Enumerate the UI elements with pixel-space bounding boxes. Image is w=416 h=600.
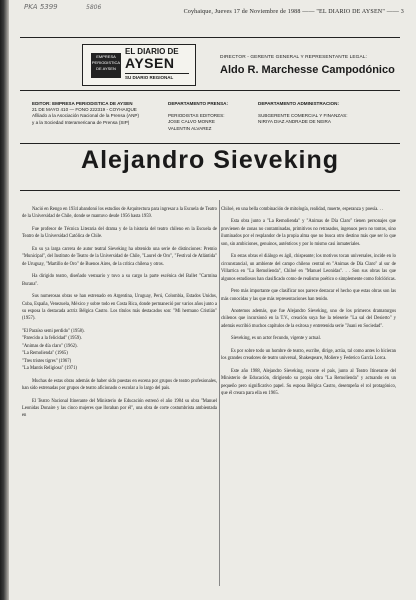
running-head: Coyhaique, Jueves 17 de Noviembre de 1988 —— "EL DIARIO DE AYSEN" —— 3 bbox=[183, 9, 404, 15]
paragraph: Sieveking, es un actor fecundo, vigente y actual. bbox=[231, 336, 321, 342]
director-label: DIRECTOR - GERENTE GENERAL Y REPRESENTANTE LEGAL: bbox=[220, 55, 367, 60]
scan-edge-shadow bbox=[0, 0, 9, 600]
article-title: Alejandro Sieveking bbox=[81, 146, 339, 174]
paragraph: Chiloé, en una bella combinación de mitología, realidad, muerte, esperanza y poesía. . . bbox=[221, 207, 384, 212]
publisher-line: EDITOR: EMPRESA PERIODISTICA DE AYSEN bbox=[32, 101, 133, 106]
editors-head: PERIODISTAS EDITORES: bbox=[168, 113, 225, 119]
editor-name: JOSE CALVO MONRE bbox=[168, 119, 215, 125]
title-rule-top bbox=[20, 143, 400, 144]
play-title: "El Paraíso semi perdido" (1958). bbox=[22, 328, 85, 334]
publisher-line: 21 DE MAYO 410 — FONO 222319 - COYHAIQUE bbox=[32, 107, 137, 113]
play-title: "La Mantis Religiosa" (1971) bbox=[22, 366, 77, 372]
paragraph: En estas obras el diálogo es ágil, chispeante; los motivos tocan universales, incide en lo circunstancial, un ambiente del campo chileno central en "Animas de Día Claro" al sur de Villarrica en "La Remolienda", Chiloé en "Manuel Leonidas". . . Son sus obras las que algunos estudiosos han clasificado como de realismo poético o simplemente como folclóricas. bbox=[221, 254, 396, 282]
play-title: "Tres tristes tigres" (1967) bbox=[22, 358, 72, 364]
paragraph: Esta obra junto a "La Remolienda" y "Animas de Día Claro" tienen personajes que provienen de zonas no contaminadas, primitivos no retrasados, ingenuos pero no tontos, sino iluminados por el resplandor de la propia alma que no busca otro destino más que ser lo que son, sin ambiciones, genuinos, auténticos y por lo mismo casi inmateriales. bbox=[221, 219, 396, 247]
publisher-info bbox=[32, 101, 162, 126]
staff-box bbox=[20, 101, 400, 140]
admin-head: DEPARTAMENTO ADMINISTRACION: bbox=[258, 101, 339, 106]
paragraph: Fue profesor de Técnica Literaria del drama y de la historia del teatro chileno en la Escuela de Teatro de la Universidad Católica de Chile. bbox=[22, 226, 217, 240]
press-department bbox=[168, 101, 238, 132]
masthead bbox=[20, 37, 400, 91]
paragraph: Muchas de estas obras además de haber sido puestas en escena por grupos de teatro profesionales, han sido estrenadas por grupos de teatro aficionado o escolar a lo largo del país. bbox=[22, 378, 217, 392]
paragraph: En su ya larga carrera de autor teatral Sieveking ha obtenido una serie de distinciones: Premio "Municipal", del Instituto de Teatro de la Universidad de Chile, "Laurel de Oro", "Festival de Atlántida" de Uruguay, "Martillo de Oro" de Buenos Aires, de la crítica chilena y otros. bbox=[22, 246, 217, 267]
paragraph: Anotemos además, que fue Alejandro Sieveking, uno de los primeros dramaturgos chilenos que incursionó en la T.V., creación suya fue la teleserie "La sal del Desierto" y además escribió muchos capítulos de la exitosa y entretenida serie "Juani en Sociedad". bbox=[221, 308, 396, 329]
paragraph: El Teatro Nacional Itinerante del Ministerio de Educación estrenó el año 1984 su obra "Manuel Leonidas Donaire y las cinco mujeres que lloraban por él", una obra de corte costumbrista ambientada en bbox=[22, 398, 217, 419]
logo-name-big: AYSEN bbox=[125, 55, 175, 71]
play-title: "La Remolienda" (1965) bbox=[22, 351, 68, 357]
press-head: DEPARTAMENTO PRENSA: bbox=[168, 101, 228, 106]
paragraph: Ha dirigido teatro, diseñado vestuario y tuvo a su cargo la parte escénica del Ballet "Carmina Burana". bbox=[22, 274, 217, 287]
paragraph: Nació en Rengo en 1934 abandonó los estudios de Arquitectura para ingresar a la Escuela de Teatro de la Universidad de Chile, donde se mantuvo desde 1956 hasta 1959. bbox=[22, 207, 217, 220]
column-divider bbox=[219, 200, 220, 586]
paragraph: Sus numerosas obras se han estrenado en Argentina, Uruguay, Perú, Colombia, Estados Unidos, Cuba, España, Venezuela, México y sobre todo en Costa Rica, donde permaneció por varios años junto a su esposa la destacada actriz Bélgica Castro. Los títulos más destacados son: "Mi hermano Cristián" (1957). bbox=[22, 294, 217, 322]
article-column-right bbox=[221, 206, 396, 403]
director-name: Aldo R. Marchesse Campodónico bbox=[220, 64, 395, 76]
play-title: "Animas de día claro" (1962). bbox=[22, 343, 78, 349]
paragraph: Pero más importante que clasificar nos parece destacar el hecho que estas obras son las más conocidas y las que más representaciones han tenido. bbox=[221, 289, 396, 302]
paragraph: Este año 1988, Alejandro Sieveking, recorre el país, junto al Teatro Itinerante del Ministerio de Educación, dirigiendo su propia obra "La Remolienda" y actuando en un pequeño pero significativo papel. Su esposa Bélgica Castro, desempeña el rol protagónico, que él creara para ella en 1965. bbox=[221, 368, 396, 397]
publisher-line: Afiliado a la Asociación Nacional de la Prensa (ANP) bbox=[32, 113, 139, 119]
editor-name: VALENTIN ALVAREZ bbox=[168, 125, 212, 131]
logo-ribbon: EMPRESA PERIODISTICA DE AYSEN bbox=[91, 53, 121, 78]
paragraph: Es por sobre todo un hombre de teatro, escribe, dirige, actúa, tal como antes lo hicieran los grandes creadores de teatro universal, Shakespeare, Moliere y Federico García Lorca. bbox=[221, 348, 396, 362]
logo-name-small: EL DIARIO DE bbox=[125, 47, 179, 56]
newspaper-logo bbox=[82, 44, 196, 86]
admin-department bbox=[258, 101, 398, 126]
pencil-note-left: PKA 5399 bbox=[24, 3, 58, 11]
pencil-note-right: 5806 bbox=[86, 4, 102, 11]
article-column-left bbox=[22, 206, 217, 425]
title-rule-bottom bbox=[20, 190, 400, 191]
admin-line: SUBGERENTE COMERCIAL Y FINANZAS: bbox=[258, 113, 348, 119]
admin-line: NIRIYA DIAZ ANDRADE DE NEIRA bbox=[258, 119, 331, 125]
play-title: "Parecido a la felicidad" (1959). bbox=[22, 336, 82, 342]
logo-subtitle: SU DIARIO REGIONAL bbox=[125, 73, 189, 80]
publisher-line: y a la Sociedad Interamericana de Prensa (SIP) bbox=[32, 119, 130, 125]
